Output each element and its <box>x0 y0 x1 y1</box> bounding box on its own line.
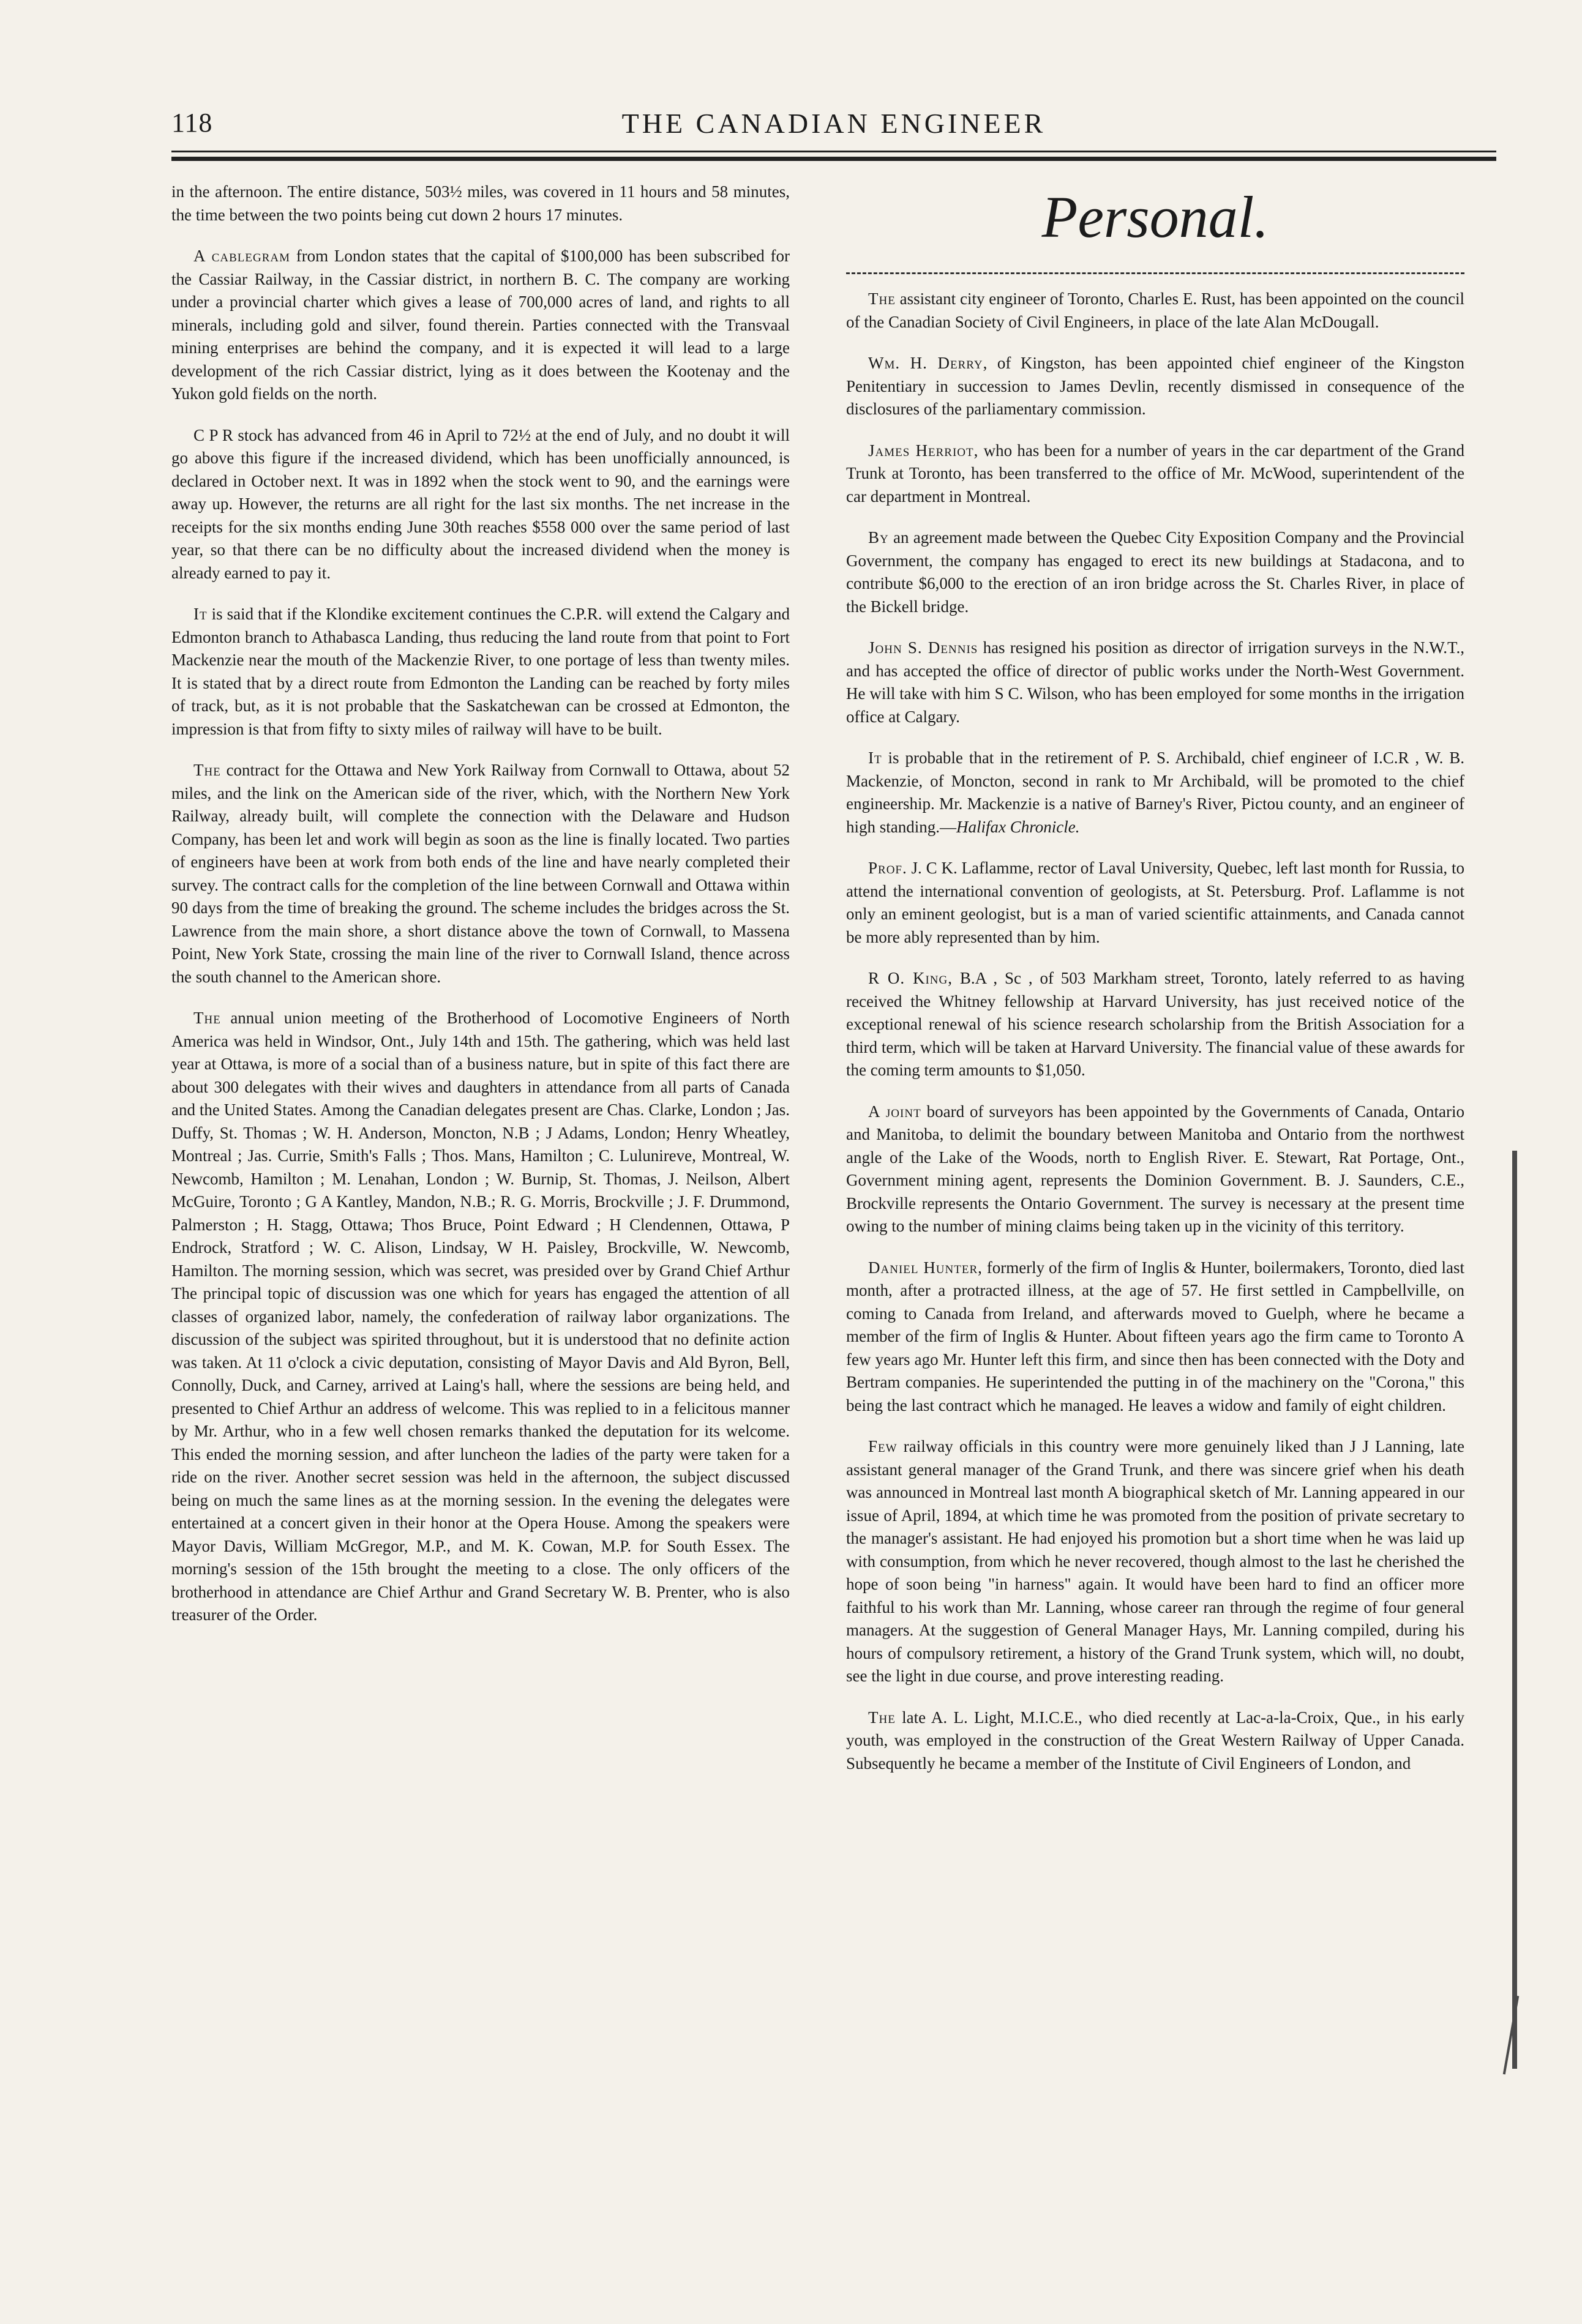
paragraph-text: late A. L. Light, M.I.C.E., who died recently at Lac-a-la-Croix, Que., in his early youth, was employed in the construction of the Great Western Railway of Upper Canada. Subsequently he became a member of the Institute of Civil Engineers of London, and <box>846 1708 1464 1773</box>
article-paragraph <box>171 759 790 988</box>
journal-title: THE CANADIAN ENGINEER <box>621 108 1046 139</box>
paragraph-lead: John S. Dennis <box>868 638 978 657</box>
article-paragraph <box>846 747 1464 839</box>
paragraph-lead: The <box>193 1009 221 1027</box>
paragraph-lead: By <box>868 528 889 547</box>
article-paragraph <box>171 424 790 585</box>
paragraph-text: railway officials in this country were more genuinely liked than J J Lanning, late assistant general manager of the Grand Trunk, and there was sincere grief when his death was announced in Montreal last month A biographical sketch of Mr. Lanning appeared in our issue of April, 1894, at which time he was promoted from the position of private secretary to the manager's assistant. He had enjoyed his promotion but a short time when he was laid up with consumption, from which he never recovered, though almost to the last he cherished the hope of soon being "in harness" again. It would have been hard to find an officer more faithful to his work than Mr. Lanning, whose career ran through the regime of four general managers. At the suggestion of General Manager Hays, Mr. Lanning compiled, during his hours of compulsory retirement, a history of the Grand Trunk system, which will, no doubt, see the light in due course, and prove interesting reading. <box>846 1437 1464 1685</box>
paragraph-lead: R O. King, <box>868 969 953 987</box>
article-paragraph <box>171 245 790 406</box>
paragraph-text: is said that if the Klondike excitement continues the C.P.R. will extend the Calgary and Edmonton branch to Athabasca Landing, thus reducing the land route from that point to Fort Mackenzie near the mouth of the Mackenzie River, to one portage of less than twenty miles. It is stated that by a direct route from Edmonton the Landing can be reached by forty miles of track, but, as it is not probable that the Saskatchewan can be crossed at Edmonton, the impression is that from fifty to sixty miles of railway will have to be built. <box>171 605 790 738</box>
paragraph-lead: A joint <box>868 1102 921 1121</box>
article-paragraph <box>846 439 1464 509</box>
article-paragraph <box>846 1257 1464 1418</box>
paragraph-text: who has been for a number of years in the car department of the Grand Trunk at Toronto, has been transferred to the office of Mr. McWood, superintendent of the car department in Montreal. <box>846 441 1465 506</box>
header-rule-thick <box>171 157 1496 161</box>
article-paragraph <box>846 967 1464 1082</box>
article-paragraph <box>171 603 790 741</box>
paragraph-text: assistant city engineer of Toronto, Charles E. Rust, has been appointed on the council of the Canadian Society of Civil Engineers, in place of the late Alan McDougall. <box>846 290 1464 331</box>
article-paragraph <box>846 1706 1464 1776</box>
paragraph-lead: Few <box>868 1437 898 1455</box>
heading-rule <box>846 272 1464 274</box>
personal-heading: Personal. <box>1041 184 1269 250</box>
paragraph-text: from London states that the capital of $100,000 has been subscribed for the Cassiar Railway, in the Cassiar district, in northern B. C. The company are working under a provincial charter which gives a lease of 700,000 acres of land, and rights to all minerals, including gold and silver, found therein. Parties connected with the Transvaal mining enterprises are behind the company, and it is expected it will lead to a large development of the rich Cassiar district, lying as it does between the Kootenay and the Yukon gold fields on the north. <box>171 247 790 403</box>
paragraph-text: has resigned his position as director of irrigation surveys in the N.W.T., and has accepted the office of director of public works under the North-West Government. He will take with him S C. Wilson, who has been employed for some months in the irrigation office at Calgary. <box>846 638 1464 726</box>
article-paragraph <box>171 1007 790 1627</box>
paragraph-lead: The <box>193 761 221 779</box>
article-paragraph <box>846 1435 1464 1688</box>
paragraph-text: is probable that in the retirement of P. S. Archibald, chief engineer of I.C.R , W. B. Mackenzie, of Moncton, second in rank to Mr Archibald, will be promoted to the chief engineership. Mr. Mackenzie is a native of Barney's River, Pictou county, and an engineer of high standing.— <box>846 749 1464 836</box>
paragraph-text: formerly of the firm of Inglis & Hunter, boilermakers, Toronto, died last month, after a protracted illness, at the age of 57. He first settled in Campbellville, on coming to Canada from Ireland, and afterwards moved to Guelph, where he became a member of the firm of Inglis & Hunter. About fifteen years ago the firm came to Toronto A few years ago Mr. Hunter left this firm, and since then has been connected with the Doty and Bertram companies. He superintended the putting in of the machinery on the "Corona," this being the last contract which he managed. He leaves a widow and family of eight children. <box>846 1258 1464 1414</box>
paragraph-lead: A cablegram <box>193 247 290 265</box>
paragraph-text: annual union meeting of the Brotherhood of Locomotive Engineers of North America was held in Windsor, Ont., July 14th and 15th. The gathering, which was held last year at Ottawa, is more of a social than of a business nature, but in spite of this fact there are about 300 delegates with their wives and daughters in attendance from all parts of Canada and the United States. Among the Canadian delegates present are Chas. Clarke, London ; Jas. Duffy, St. Thomas ; W. H. Anderson, Moncton, N.B ; J Adams, London; Henry Wheatley, Montreal ; Jas. Currie, Smith's Falls ; Thos. Mans, Hamilton ; C. Lulunireve, Montreal, W. Newcomb, Hamilton ; M. Lenahan, London ; W. Burnip, St. Thomas, J. Neilson, Albert McGuire, Toronto ; G A Kantley, Mandon, N.B.; R. G. Morris, Brockville ; J. F. Drummond, Palmerston ; H. Stagg, Ottawa; Thos Bruce, Point Edward ; H Clendennen, Ottawa, P Endrock, Stratford ; W. C. Alison, Lindsay, W H. Paisley, Brockville, W. Newcomb, Hamilton. The morning session, which was secret, was presided over by Grand Chief Arthur The principal topic of discussion was one which for years has engaged the attention of all classes of organized labor, namely, the confederation of railway labor organizations. The discussion of the subject was spirited throughout, but it is understood that no definite action was taken. At 11 o'clock a civic deputation, consisting of Mayor Davis and Ald Byron, Bell, Connolly, Duck, and Carney, arrived at Laing's hall, where the sessions are being held, and presented to Chief Arthur an address of welcome. This was replied to in a felicitous manner by Mr. Arthur, who in a few well chosen remarks thanked the deputation for its welcome. This ended the morning session, and after luncheon the ladies of the party were taken for a ride on the river. Another secret session was held in the afternoon, the subject discussed being on much the same lines as at the morning session. In the evening the delegates were entertained at a concert given in their honor at the Opera House. Among the speakers were Mayor Davis, William McGregor, M.P., and M. K. Cowan, M.P. for South Essex. The morning's session of the 15th brought the meeting to a close. The only officers of the brotherhood in attendance are Chief Arthur and Grand Secretary W. B. Prenter, who is also treasurer of the Order. <box>171 1009 790 1624</box>
paragraph-text: C P R stock has advanced from 46 in April to 72½ at the end of July, and no doubt it will go above this figure if the increased dividend, which has been unofficially announced, is declared in October next. It was in 1892 when the stock went to 90, and the earnings were away up. However, the returns are all right for the last six months. The net increase in the receipts for the six months ending June 30th reaches $558 000 over the same period of last year, so that there can be no difficulty about the increased dividend when the money is already earned to pay it. <box>171 425 790 582</box>
left-column <box>171 181 790 1645</box>
paragraph-text: board of surveyors has been appointed by the Governments of Canada, Ontario and Manitoba, to delimit the boundary between Manitoba and Ontario from the northwest angle of the Lake of the Woods, north to English River. E. Stewart, Rat Portage, Ont., Government mining agent, represents the Dominion Government. B. J. Saunders, C.E., Brockville represents the Ontario Government. The survey is necessary at the present time owing to the number of mining claims being taken up in the vicinity of this territory. <box>846 1102 1464 1235</box>
page-header <box>171 107 1496 144</box>
header-rule-thin <box>171 151 1496 152</box>
paragraph-lead: It <box>193 605 208 623</box>
article-paragraph <box>846 288 1464 334</box>
article-paragraph <box>846 1100 1464 1238</box>
paragraph-text: in the afternoon. The entire distance, 503½ miles, was covered in 11 hours and 58 minutes, the time between the two points being cut down 2 hours 17 minutes. <box>171 182 790 224</box>
paragraph-text: J. C K. Laflamme, rector of Laval University, Quebec, left last month for Russia, to attend the international convention of geologists, at St. Petersburg. Prof. Laflamme is not only an eminent geologist, but is a man of varied scientific attainments, and Canada cannot be more ably represented than by him. <box>846 859 1464 946</box>
paragraph-text: contract for the Ottawa and New York Railway from Cornwall to Ottawa, about 52 miles, and the link on the American side of the river, which, with the Northern New York Railway, already built, will complete the connection with the Delaware and Hudson Company, has been let and work will begin as soon as the line is finally located. Two parties of engineers have been at work from both ends of the line and have nearly completed their survey. The contract calls for the completion of the line between Cornwall and Ottawa within 90 days from the time of breaking the ground. The scheme includes the bridges across the St. Lawrence from the main shore, a short distance above the town of Cornwall, to Massena Point, New York State, crossing the main line of the river to Cornwall Island, thence across the south channel to the American shore. <box>171 761 790 986</box>
article-paragraph <box>846 526 1464 618</box>
source-credit: Halifax Chronicle. <box>956 817 1080 836</box>
article-paragraph <box>846 857 1464 949</box>
paragraph-lead: The <box>868 290 896 308</box>
personal-column <box>846 288 1464 1793</box>
paragraph-lead: Wm. H. Derry, <box>868 354 988 372</box>
paragraph-text: of Kingston, has been appointed chief engineer of the Kingston Penitentiary in succession to James Devlin, recently dismissed in consequence of the disclosures of the parliamentary commission. <box>846 354 1465 418</box>
page-number: 118 <box>171 108 213 138</box>
paragraph-lead: Prof. <box>868 859 907 877</box>
article-paragraph <box>846 637 1464 728</box>
paragraph-lead: Daniel Hunter, <box>868 1258 983 1277</box>
paragraph-lead: The <box>868 1708 896 1727</box>
article-paragraph <box>846 352 1464 421</box>
paragraph-text: B.A , Sc , of 503 Markham street, Toronto, lately referred to as having received the Whitney fellowship at Harvard University, has just received notice of the exceptional renewal of his science research scholarship from the British Association for a third term, which will be taken at Harvard University. The financial value of these awards for the coming term amounts to $1,050. <box>846 969 1464 1079</box>
paragraph-lead: It <box>868 749 882 767</box>
article-paragraph <box>171 181 790 226</box>
paragraph-text: an agreement made between the Quebec City Exposition Company and the Provincial Government, the company has engaged to erect its new buildings at Stadacona, and to contribute $6,000 to the erection of an iron bridge across the St. Charles River, in place of the Bickell bridge. <box>846 528 1464 616</box>
margin-annotation-line <box>1512 1151 1517 2069</box>
paragraph-lead: James Herriot, <box>868 441 979 460</box>
